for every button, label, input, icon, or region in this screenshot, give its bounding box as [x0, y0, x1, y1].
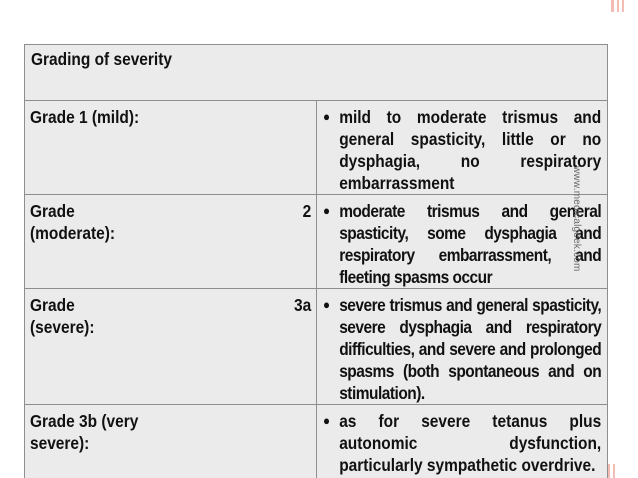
grade-cell: [25, 405, 317, 478]
bullet-icon: ●: [322, 297, 330, 312]
table-header-cell: [25, 45, 608, 101]
grade-description: moderate trismus and general spasticity, some dysphagia and respiratory embarrassment, and fleeting spasms occur: [338, 201, 601, 287]
grade-cell: [25, 101, 317, 195]
grade-description: mild to moderate trismus and general spasticity, little or no dysphagia, no respiratory embarrassment: [338, 107, 601, 193]
grade-severity: (moderate):: [30, 223, 116, 243]
description-cell: [316, 101, 608, 195]
decorative-bar-top-right-3: [622, 0, 624, 12]
table-header-text: Grading of severity: [31, 49, 172, 69]
grade-cell: [25, 289, 317, 405]
severity-grading-table: [24, 44, 608, 478]
grade-cell: [25, 195, 317, 289]
bullet-icon: ●: [322, 109, 330, 124]
bullet-icon: ●: [322, 203, 330, 218]
table-row: [25, 289, 608, 405]
grade-severity: severe):: [30, 433, 90, 453]
grade-number: 2: [302, 201, 312, 221]
decorative-bar-top-right-2: [617, 0, 619, 12]
description-cell: [316, 195, 608, 289]
grade-label: Grade: [30, 295, 75, 315]
table-row: [25, 101, 608, 195]
description-cell: [316, 289, 608, 405]
grade-description: as for severe tetanus plus autonomic dysfunction, particularly sympathetic overdrive.: [338, 411, 601, 475]
grade-description: severe trismus and general spasticity, severe dysphagia and respiratory difficulties, and severe and prolonged spasms (both spontaneous and on stimulation).: [338, 295, 601, 403]
decorative-bar-bottom-right-3: [613, 464, 615, 478]
grade-severity: (severe):: [30, 317, 95, 337]
grade-number: 3a: [293, 295, 312, 315]
description-cell: [316, 405, 608, 478]
bullet-icon: ●: [322, 413, 330, 428]
table-row: [25, 195, 608, 289]
watermark-text: www.medicalgeek.com: [571, 166, 582, 272]
decorative-bar-bottom-right-2: [608, 464, 610, 478]
grade-label: Grade 1 (mild):: [30, 107, 140, 127]
grade-label: Grade 3b (very: [30, 411, 139, 431]
table-row: [25, 405, 608, 478]
grade-label: Grade: [30, 201, 75, 221]
decorative-bar-top-right-1: [611, 0, 614, 12]
table-header-row: [25, 45, 608, 101]
